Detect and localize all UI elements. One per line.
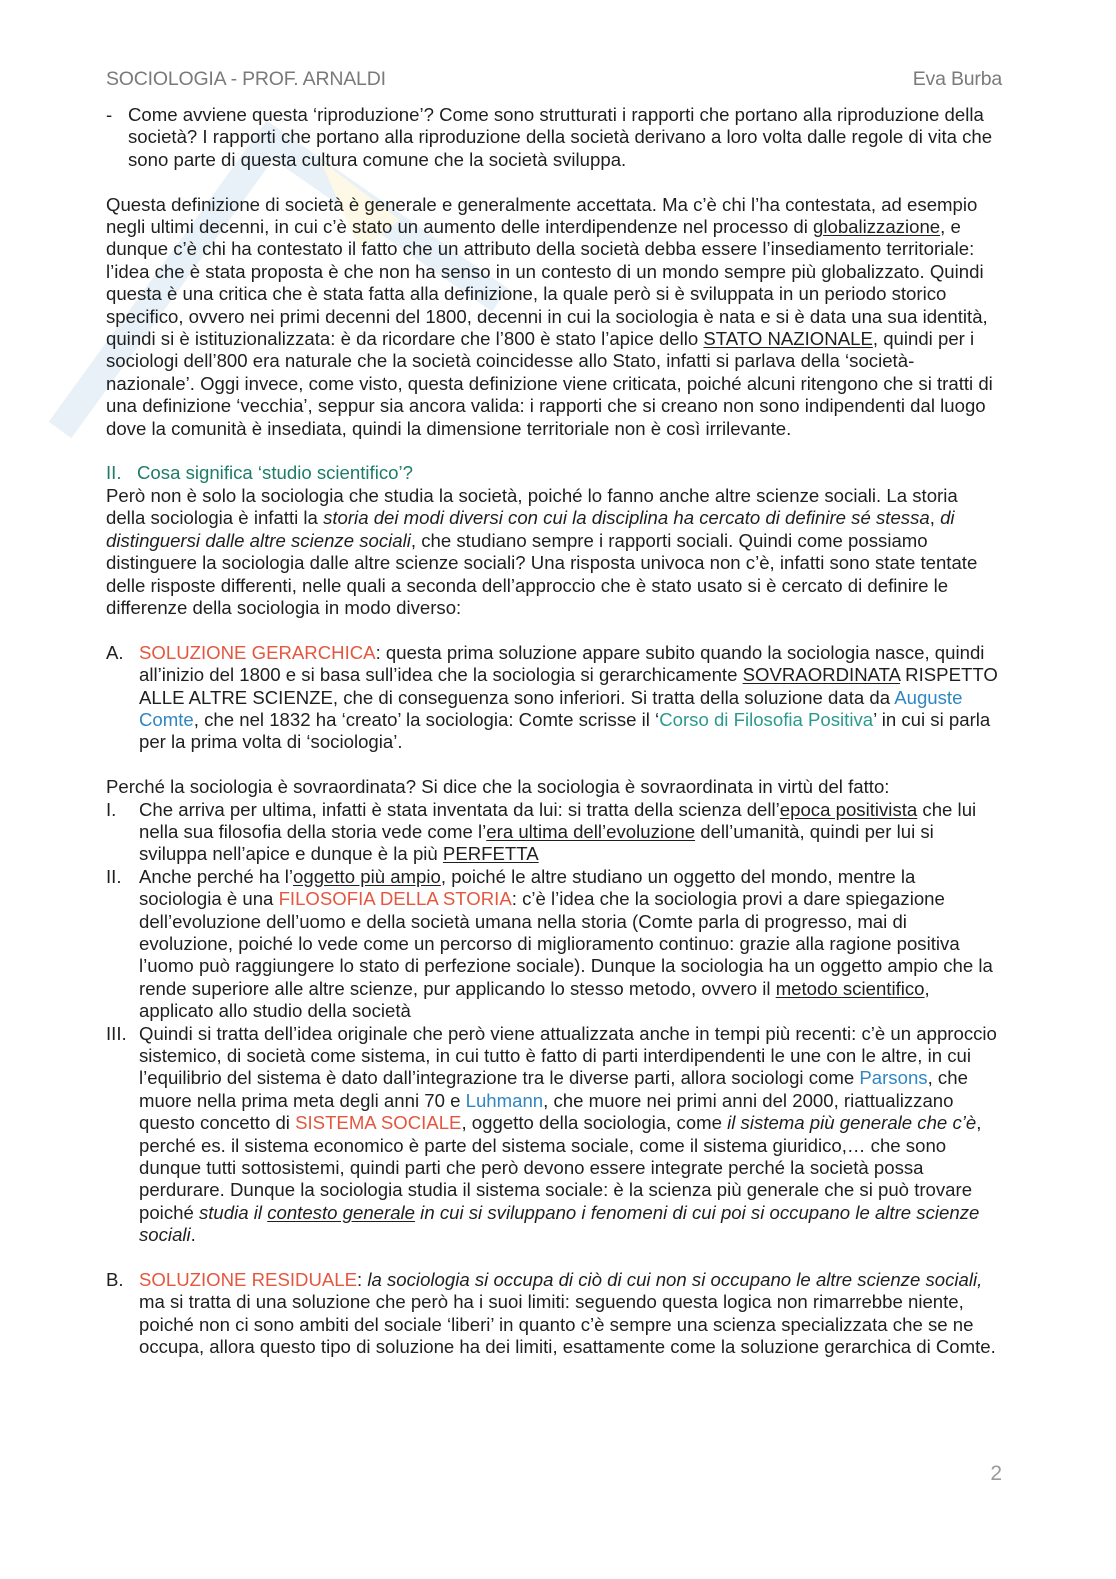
label-soluzione-residuale: SOLUZIONE RESIDUALE xyxy=(139,1269,358,1291)
label-sistema-sociale: SISTEMA SOCIALE xyxy=(295,1112,462,1134)
label-filosofia-storia: FILOSOFIA DELLA STORIA xyxy=(278,888,512,910)
bullet-item xyxy=(106,104,1002,171)
name-luhmann: Luhmann xyxy=(465,1089,544,1111)
paragraph-why-sovraordinata: Perché la sociologia è sovraordinata? Si dice che la sociologia è sovraordinata in virtù del fatto: xyxy=(106,776,890,798)
list-marker: I. xyxy=(106,798,117,820)
term-sovraordinata: SOVRAORDINATA xyxy=(742,664,900,686)
label-soluzione-gerarchica: SOLUZIONE GERARCHICA xyxy=(139,641,376,663)
item-b-marker: B. xyxy=(106,1269,124,1291)
section-number: II. xyxy=(106,462,122,484)
bullet-marker: - xyxy=(106,104,113,125)
item-a-soluzione-gerarchica: A. SOLUZIONE GERARCHICA: questa prima soluzione appare subito quando la sociologia nasce, quindi all’inizio del 1800 e si basa sull’idea che la sociologia si gerarchicamente SOVRAORDINATA RISPETTO ALLE ALTRE SCIENZE, che di conseguenza sono inferiori. Si tratta della soluzione data da Auguste Comte, che nel 1832 ha ‘creato’ la sociologia: Comte scrisse il ‘Corso di Filosofia Positiva’ in cui si parla per la prima volta di ‘sociologia’. xyxy=(106,641,998,753)
list-item-1: I. Che arriva per ultima, infatti è stata inventata da lui: si tratta della scienza dell’epoca positivista che lui nella sua filosofia della storia vede come l’era ultima dell’evoluzione dell’umanità, quindi per lui si sviluppa nell’apice e dunque è la più PERFETTA xyxy=(106,798,977,865)
name-auguste-comte: Auguste Comte xyxy=(139,686,963,730)
term-globalizzazione: globalizzazione xyxy=(813,216,941,238)
author-name: Eva Burba xyxy=(912,68,1002,90)
paragraph-definition-critique: Questa definizione di società è generale e generalmente accettata. Ma c’è chi l’ha contestata, ad esempio negli ultimi decenni, in cui c’è stato un aumento delle interdipendenze nel processo di globalizzazione, e dunque c’è chi ha contestato il fatto che un attributo della società debba essere l’insediamento territoriale: l’idea che è stata proposta è che non ha senso in un contesto di un mondo sempre più globalizzato. Quindi questa è una critica che è stata fatta alla definizione, la quale però si è sviluppata in un periodo storico specifico, ovvero nei primi decenni del 1800, decenni in cui la sociologia è nata e si è data una sua identità, quindi si è istituzionalizzata: è da ricordare che l’800 è stato l’apice dello STATO NAZIONALE, quindi per i sociologi dell’800 era naturale che la società coincidesse allo Stato, infatti si parlava della ‘società-nazionale’. Oggi invece, come visto, questa definizione viene criticata, poiché alcuni ritengono che si tratti di una definizione ‘vecchia’, seppur sia ancora valida: i rapporti che si creano non sono indipendenti dal luogo dove la comunità è insediata, quindi la dimensione territoriale non è così irrilevante. xyxy=(106,193,993,439)
list-item-2: II. Anche perché ha l’oggetto più ampio, poiché le altre studiano un oggetto del mondo, mentre la sociologia è una FILOSOFIA DELLA STORIA: c’è l’idea che la sociologia provi a dare spiegazione dell’evoluzione dell’uomo e della società umana nella storia (Comte parla di progresso, mai di evoluzione, poiché lo vede come un percorso di miglioramento continuo: grazie alla ragione positiva l’uomo può raggiungere lo stato di perfezione sociale). Dunque la sociologia ha un oggetto ampio che la rende superiore alle altre scienze, pur applicando lo stesso metodo, ovvero il metodo scientifico, applicato allo studio della società xyxy=(106,865,993,1022)
list-marker: III. xyxy=(106,1022,127,1044)
term-stato-nazionale: STATO NAZIONALE xyxy=(703,328,873,350)
section-heading xyxy=(106,462,1002,484)
page-number: 2 xyxy=(990,1462,1002,1485)
page-header xyxy=(106,68,1002,91)
list-item-3: III. Quindi si tratta dell’idea originale che però viene attualizzata anche in tempi più recenti: c’è un approccio sistemico, di società come sistema, in cui tutto è fatto di parti interdipendenti le une con le altre, in cui l’equilibrio del sistema è dato dall’integrazione tra le diverse parti, allora sociologi come Parsons, che muore nella prima meta degli anni 70 e Luhmann, che muore nei primi anni del 2000, riattualizzano questo concetto di SISTEMA SOCIALE, oggetto della sociologia, come il sistema più generale che c’è, perché es. il sistema economico è parte del sistema sociale, come il sistema giuridico,… che sono dunque tutti sottosistemi, quindi parti che però devono essere integrate perché la società possa perdurare. Dunque la sociologia studia il sistema sociale: è la scienza più generale che si può trovare poiché studia il contesto generale in cui si sviluppano i fenomeni di cui poi si occupano le altre scienze sociali. xyxy=(106,1022,997,1246)
name-parsons: Parsons xyxy=(859,1067,928,1089)
paragraph-scientific-study: Però non è solo la sociologia che studia la società, poiché lo fanno anche altre scienze sociali. La storia della sociologia è infatti la storia dei modi diversi con cui la disciplina ha cercato di definire sé stessa, di distinguersi dalle altre scienze sociali, che studiano sempre i rapporti sociali. Quindi come possiamo distinguere la sociologia dalle altre scienze sociali? Una risposta univoca non c’è, infatti sono state tentate delle risposte differenti, nelle quali a seconda dell’approccio che è stato usato si è cercato di definire le differenze della sociologia in modo diverso: xyxy=(106,484,978,618)
item-a-marker: A. xyxy=(106,641,124,663)
section-title: Cosa significa ‘studio scientifico’? xyxy=(137,462,413,484)
bullet-text: Come avviene questa ‘riproduzione’? Come sono strutturati i rapporti che portano alla riproduzione della società? I rapporti che portano alla riproduzione della società derivano a loro volta dalle regole di vita che sono parte di questa cultura comune che la società sviluppa. xyxy=(128,104,993,170)
item-b-soluzione-residuale: B. SOLUZIONE RESIDUALE: la sociologia si occupa di ciò di cui non si occupano le altre scienze sociali, ma si tratta di una soluzione che però ha i suoi limiti: seguendo questa logica non rimarrebbe niente, poiché non ci sono ambiti del sociale ‘liberi’ in quanto c’è sempre una scienza specializzata che se ne occupa, allora questo tipo di soluzione ha dei limiti, esattamente come la soluzione gerarchica di Comte. xyxy=(106,1269,996,1358)
list-marker: II. xyxy=(106,865,122,887)
document-body xyxy=(106,104,1002,1359)
work-corso-filosofia: Corso di Filosofia Positiva xyxy=(659,708,874,730)
course-title: SOCIOLOGIA - PROF. ARNALDI xyxy=(106,68,386,90)
